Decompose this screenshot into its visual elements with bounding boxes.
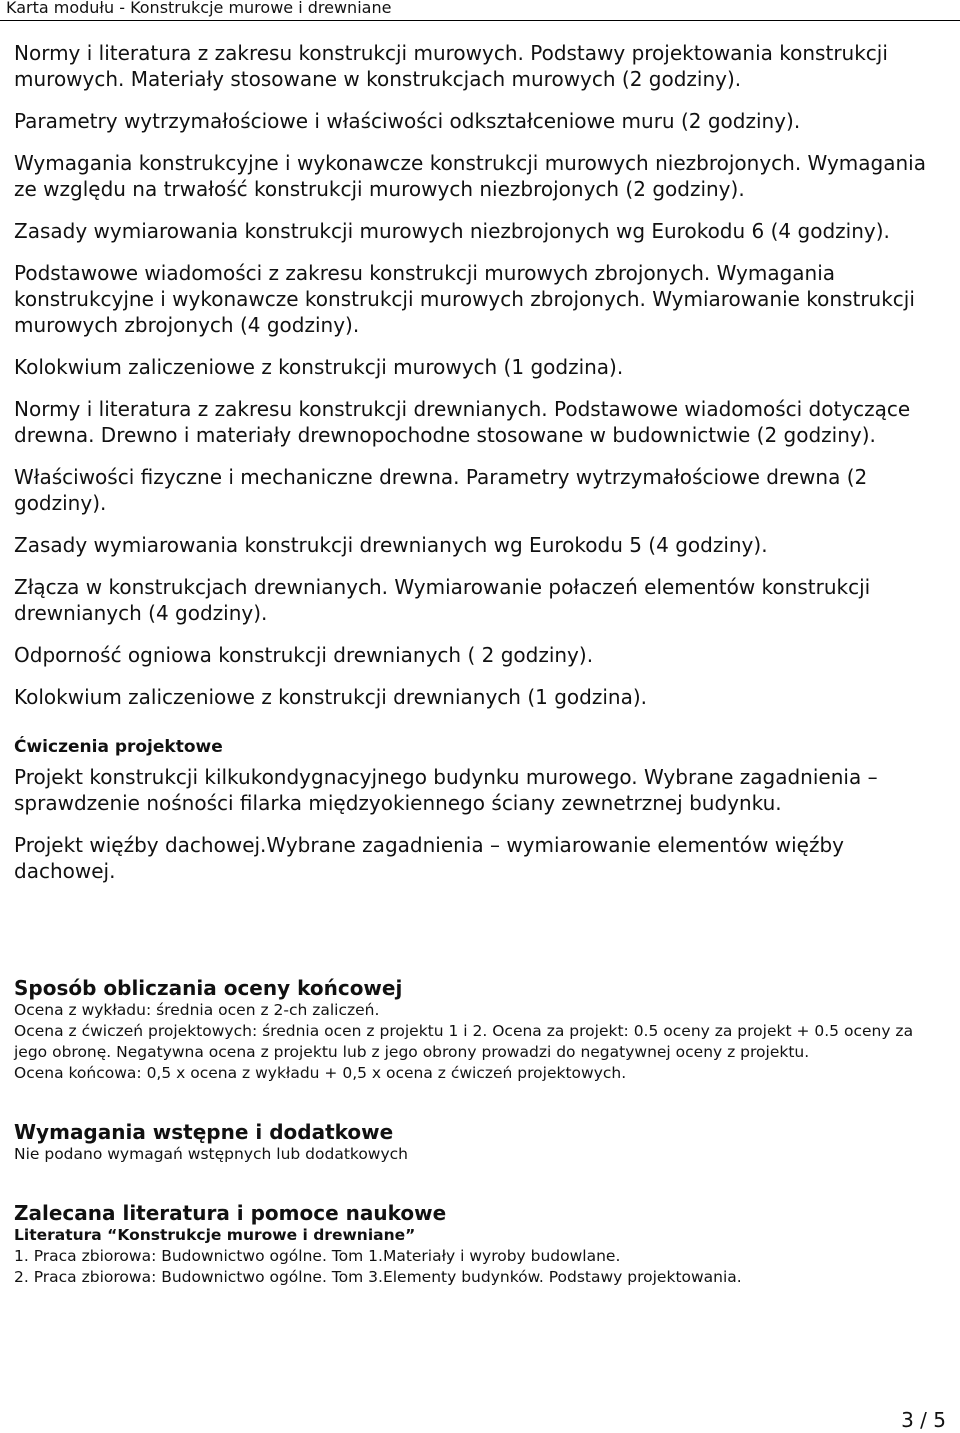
lecture-topic: Odporność ogniowa konstrukcji drewnianych ( 2 godziny).	[14, 643, 594, 667]
lecture-topic: Złącza w konstrukcjach drewnianych. Wymiarowanie połaczeń elementów konstrukcji drewnianych (4 godziny).	[14, 575, 871, 625]
literature-item: 1. Praca zbiorowa: Budownictwo ogólne. Tom 1.Materiały i wyroby budowlane.	[14, 1247, 621, 1265]
lecture-topic: Podstawowe wiadomości z zakresu konstrukcji murowych zbrojonych. Wymagania konstrukcyjne i wykonawcze konstrukcji murowych zbrojonych. Wymiarowanie konstrukcji murowych zbrojonych (4 godziny).	[14, 261, 915, 337]
literature-subheading: Literatura “Konstrukcje murowe i drewniane”	[14, 1226, 416, 1244]
grading-line: Ocena z ćwiczeń projektowych: średnia ocen z projektu 1 i 2. Ocena za projekt: 0.5 oceny za projekt + 0.5 oceny za jego obronę. Negatywna ocena z projektu lub z jego obrony prowadzi do negatywnej oceny z projektu.	[14, 1022, 914, 1061]
lecture-topic: Zasady wymiarowania konstrukcji murowych niezbrojonych wg Eurokodu 6 (4 godziny).	[14, 219, 890, 243]
exercise-item: Projekt konstrukcji kilkukondygnacyjnego budynku murowego. Wybrane zagadnienia – sprawdzenie nośności filarka międzyokiennego ściany zewnetrznej budynku.	[14, 765, 878, 815]
literature-item: 2. Praca zbiorowa: Budownictwo ogólne. Tom 3.Elementy budynków. Podstawy projektowania.	[14, 1268, 742, 1286]
grading-line: Ocena z wykładu: średnia ocen z 2-ch zaliczeń.	[14, 1001, 380, 1019]
grading-line: Ocena końcowa: 0,5 x ocena z wykładu + 0,5 x ocena z ćwiczeń projektowych.	[14, 1064, 627, 1082]
requirements-heading: Wymagania wstępne i dodatkowe	[14, 1120, 394, 1144]
page-number: 3 / 5	[901, 1408, 946, 1432]
lecture-topic: Normy i literatura z zakresu konstrukcji murowych. Podstawy projektowania konstrukcji murowych. Materiały stosowane w konstrukcjach murowych (2 godziny).	[14, 41, 888, 91]
lecture-topic: Normy i literatura z zakresu konstrukcji drewnianych. Podstawowe wiadomości dotyczące drewna. Drewno i materiały drewnopochodne stosowane w budownictwie (2 godziny).	[14, 397, 911, 447]
lecture-topic: Kolokwium zaliczeniowe z konstrukcji murowych (1 godzina).	[14, 355, 624, 379]
literature-heading: Zalecana literatura i pomoce naukowe	[14, 1201, 447, 1225]
lecture-topic: Kolokwium zaliczeniowe z konstrukcji drewnianych (1 godzina).	[14, 685, 647, 709]
page-content	[14, 40, 950, 1288]
document-title: Karta modułu - Konstrukcje murowe i drewniane	[6, 0, 392, 17]
lecture-topic: Parametry wytrzymałościowe i właściwości odkształceniowe muru (2 godziny).	[14, 109, 801, 133]
exercises-label: Ćwiczenia projektowe	[14, 737, 223, 757]
lecture-topic: Właściwości fizyczne i mechaniczne drewna. Parametry wytrzymałościowe drewna (2 godziny).	[14, 465, 868, 515]
lecture-topic: Zasady wymiarowania konstrukcji drewnianych wg Eurokodu 5 (4 godziny).	[14, 533, 768, 557]
lecture-topic: Wymagania konstrukcyjne i wykonawcze konstrukcji murowych niezbrojonych. Wymagania ze względu na trwałość konstrukcji murowych niezbrojonych (2 godziny).	[14, 151, 926, 201]
requirements-text: Nie podano wymagań wstępnych lub dodatkowych	[14, 1145, 409, 1163]
page-header	[0, 0, 960, 21]
grading-heading: Sposób obliczania oceny końcowej	[14, 976, 403, 1000]
exercise-item: Projekt więźby dachowej.Wybrane zagadnienia – wymiarowanie elementów więźby dachowej.	[14, 833, 845, 883]
